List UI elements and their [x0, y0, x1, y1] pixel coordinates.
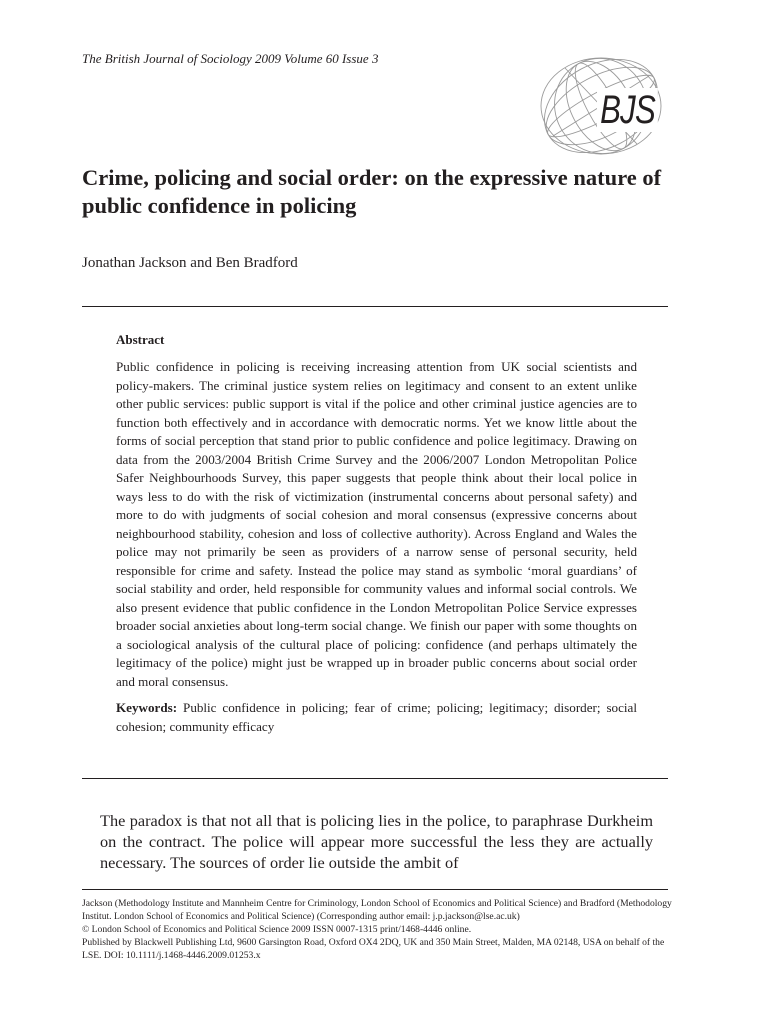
keywords	[116, 699, 637, 736]
keywords-label: Keywords:	[116, 700, 178, 715]
journal-citation: The British Journal of Sociology 2009 Volume 60 Issue 3	[82, 51, 379, 66]
author-affiliations: Jackson (Methodology Institute and Mannheim Centre for Criminology, London School of Economics and Political Science) and Bradford (Methodology Institut. London School of Economics and Political Science) (Corresponding author email: j.p.jackson@lse.ac.uk)	[82, 898, 672, 922]
journal-logo: BJS	[597, 88, 658, 132]
abstract-body: Public confidence in policing is receiving increasing attention from UK social scientists and policy-makers. The criminal justice system relies on legitimacy and consent to an extent unlike other public services: public support is vital if the police and other criminal justice agencies are to function both effectively and in accordance with democratic norms. Yet we know little about the forms of social perception that stand prior to public confidence and police legitimacy. Drawing on data from the 2003/2004 British Crime Survey and the 2006/2007 London Metropolitan Police Safer Neighbourhoods Survey, this paper suggests that people think about their local police in ways less to do with the risk of victimization (instrumental concerns about personal safety) and more to do with judgments of social cohesion and moral consensus (expressive concerns about neighbourhood stability, cohesion and loss of collective authority). Across England and Wales the police may not primarily be seen as providers of a narrow sense of personal security, held responsible for crime and safety. Instead the police may stand as symbolic ‘moral guardians’ of social stability and order, held responsible for community values and informal social controls. We also present evidence that public confidence in the London Metropolitan Police Service expresses broader social anxieties about long-term social change. We finish our paper with some thoughts on a sociological analysis of the cultural place of policing: confidence (and perhaps ultimately the legitimacy of the police) might just be wrapped up in broader public concerns about social order and moral consensus.	[116, 359, 637, 689]
publisher-line: Published by Blackwell Publishing Ltd, 9600 Garsington Road, Oxford OX4 2DQ, UK and 350 Main Street, Malden, MA 02148, USA on behalf of the LSE. DOI: 10.1111/j.1468-4446.2009.01253.x	[82, 937, 665, 961]
body-paragraph: The paradox is that not all that is policing lies in the police, to paraphrase Durkheim on the contract. The police will appear more successful the less they are actually necessary. The sources of order lie outside the ambit of	[100, 811, 653, 872]
copyright-line: © London School of Economics and Political Science 2009 ISSN 0007-1315 print/1468-4446 online.	[82, 924, 472, 935]
footnote	[82, 897, 672, 962]
divider	[82, 306, 668, 307]
article-title: Crime, policing and social order: on the expressive nature of public confidence in policing	[82, 165, 662, 218]
keywords-list: Public confidence in policing; fear of crime; policing; legitimacy; disorder; social cohesion; community efficacy	[116, 700, 637, 734]
article-authors: Jonathan Jackson and Ben Bradford	[82, 255, 298, 271]
abstract-heading: Abstract	[116, 332, 165, 347]
footnote-divider	[82, 889, 668, 890]
divider	[82, 778, 668, 779]
abstract-section	[116, 332, 637, 736]
